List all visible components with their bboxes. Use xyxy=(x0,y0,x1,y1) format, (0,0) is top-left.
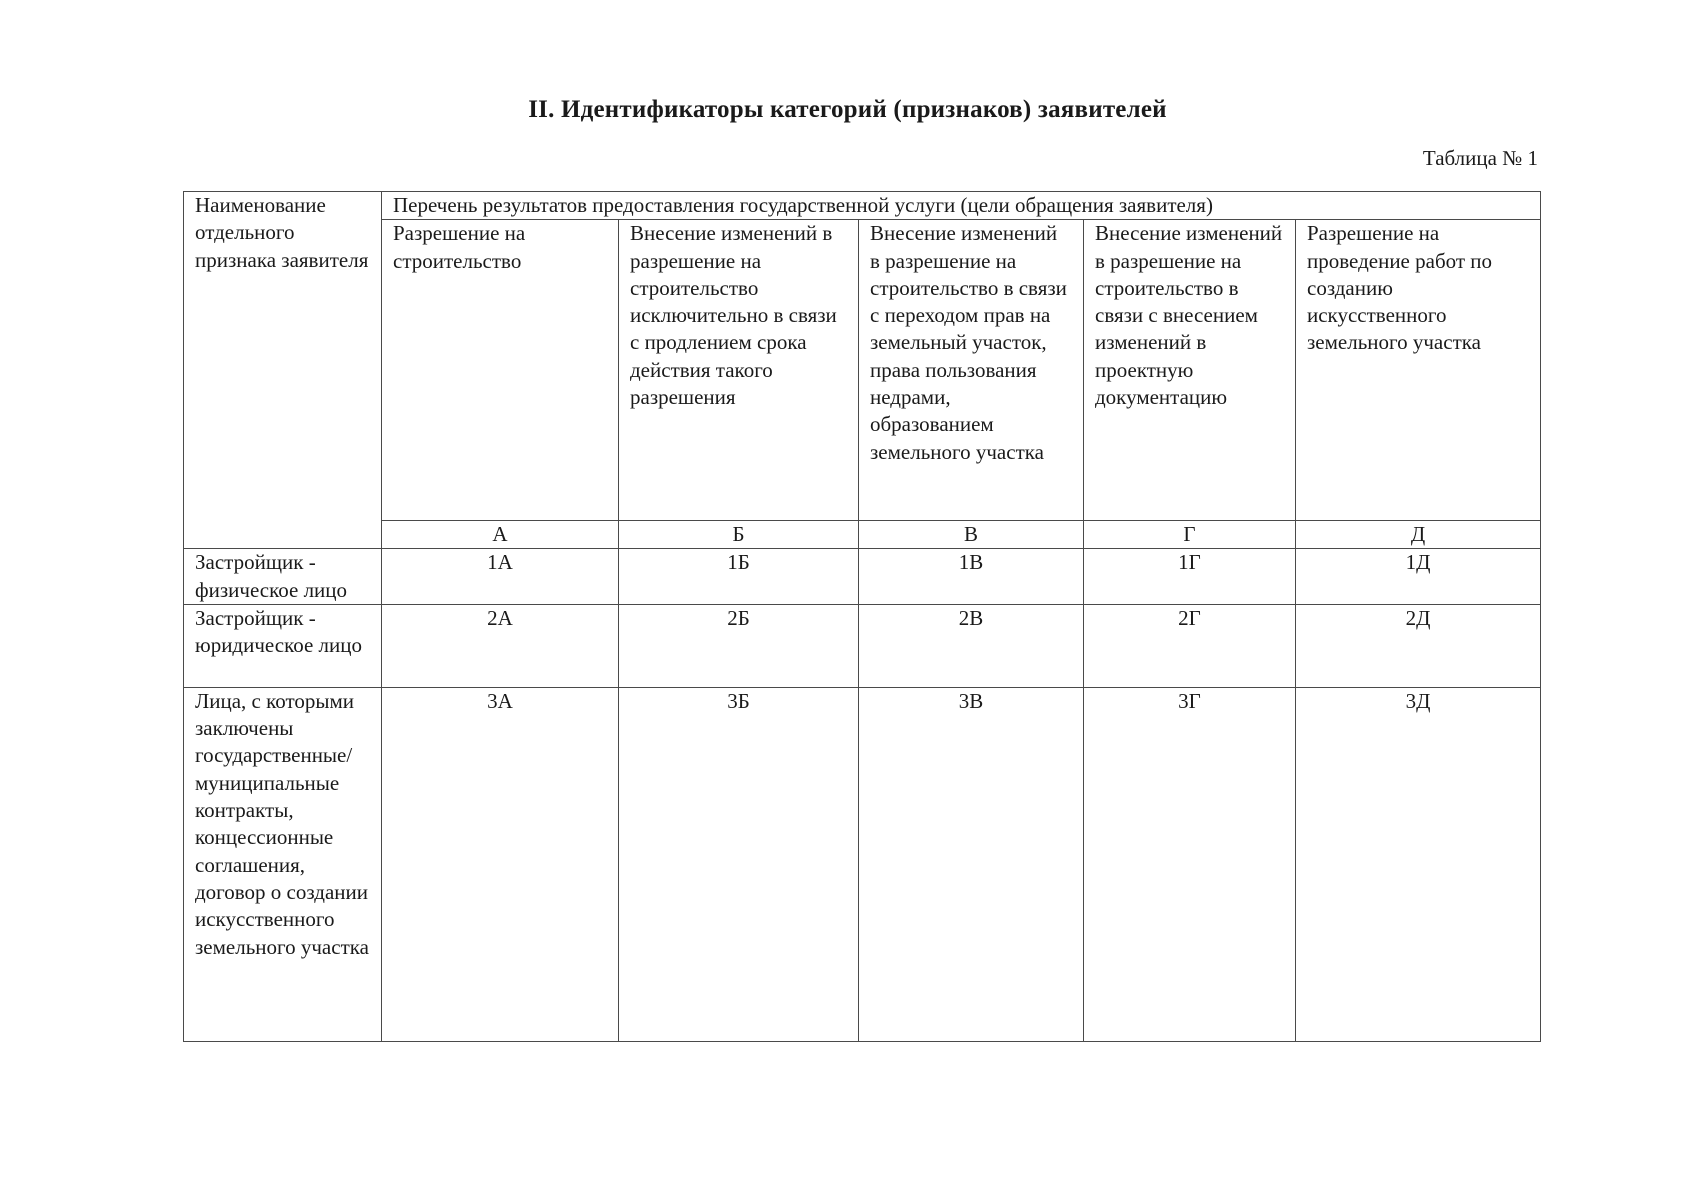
column-title-b: Внесение изменений в разрешение на строительство исключительно в связи с продлением срока действия такого разрешения xyxy=(619,220,859,521)
table-header-row xyxy=(184,192,1541,220)
page-title: II. Идентификаторы категорий (признаков) заявителей xyxy=(528,96,1167,123)
group-header-cell: Перечень результатов предоставления государственной услуги (цели обращения заявителя) xyxy=(382,192,1541,220)
row-label: Застройщик - юридическое лицо xyxy=(184,604,382,687)
column-letters-row xyxy=(184,521,1541,549)
column-title-a: Разрешение на строительство xyxy=(382,220,619,521)
table-number: Таблица № 1 xyxy=(1422,146,1538,170)
code-cell: 3Д xyxy=(1296,687,1541,1041)
code-cell: 2Б xyxy=(619,604,859,687)
column-letter-v: В xyxy=(859,521,1084,549)
row-label: Застройщик - физическое лицо xyxy=(184,549,382,605)
code-cell: 1А xyxy=(382,549,619,605)
code-cell: 3В xyxy=(859,687,1084,1041)
code-cell: 2А xyxy=(382,604,619,687)
code-cell: 2Д xyxy=(1296,604,1541,687)
column-letter-b: Б xyxy=(619,521,859,549)
column-title-d: Разрешение на проведение работ по созданию искусственного земельного участка xyxy=(1296,220,1541,521)
row-label: Лица, с которыми заключены государственные/ муниципальные контракты, концессионные соглашения, договор о создании искусственного земельного участка xyxy=(184,687,382,1041)
code-cell: 3Б xyxy=(619,687,859,1041)
code-cell: 1В xyxy=(859,549,1084,605)
code-cell: 3А xyxy=(382,687,619,1041)
corner-header-cell: Наименование отдельного признака заявителя xyxy=(184,192,382,549)
code-cell: 3Г xyxy=(1084,687,1296,1041)
code-cell: 1Г xyxy=(1084,549,1296,605)
code-cell: 2В xyxy=(859,604,1084,687)
applicant-categories-table xyxy=(183,191,1541,1042)
column-letter-a: А xyxy=(382,521,619,549)
code-cell: 2Г xyxy=(1084,604,1296,687)
table-row xyxy=(184,687,1541,1041)
column-letter-d: Д xyxy=(1296,521,1541,549)
table-row xyxy=(184,604,1541,687)
table-row xyxy=(184,549,1541,605)
code-cell: 1Д xyxy=(1296,549,1541,605)
column-letter-g: Г xyxy=(1084,521,1296,549)
column-titles-row xyxy=(184,220,1541,521)
column-title-g: Внесение изменений в разрешение на строительство в связи с внесением изменений в проектную документацию xyxy=(1084,220,1296,521)
code-cell: 1Б xyxy=(619,549,859,605)
column-title-v: Внесение изменений в разрешение на строительство в связи с переходом прав на земельный участок, права пользования недрами, образованием земельного участка xyxy=(859,220,1084,521)
